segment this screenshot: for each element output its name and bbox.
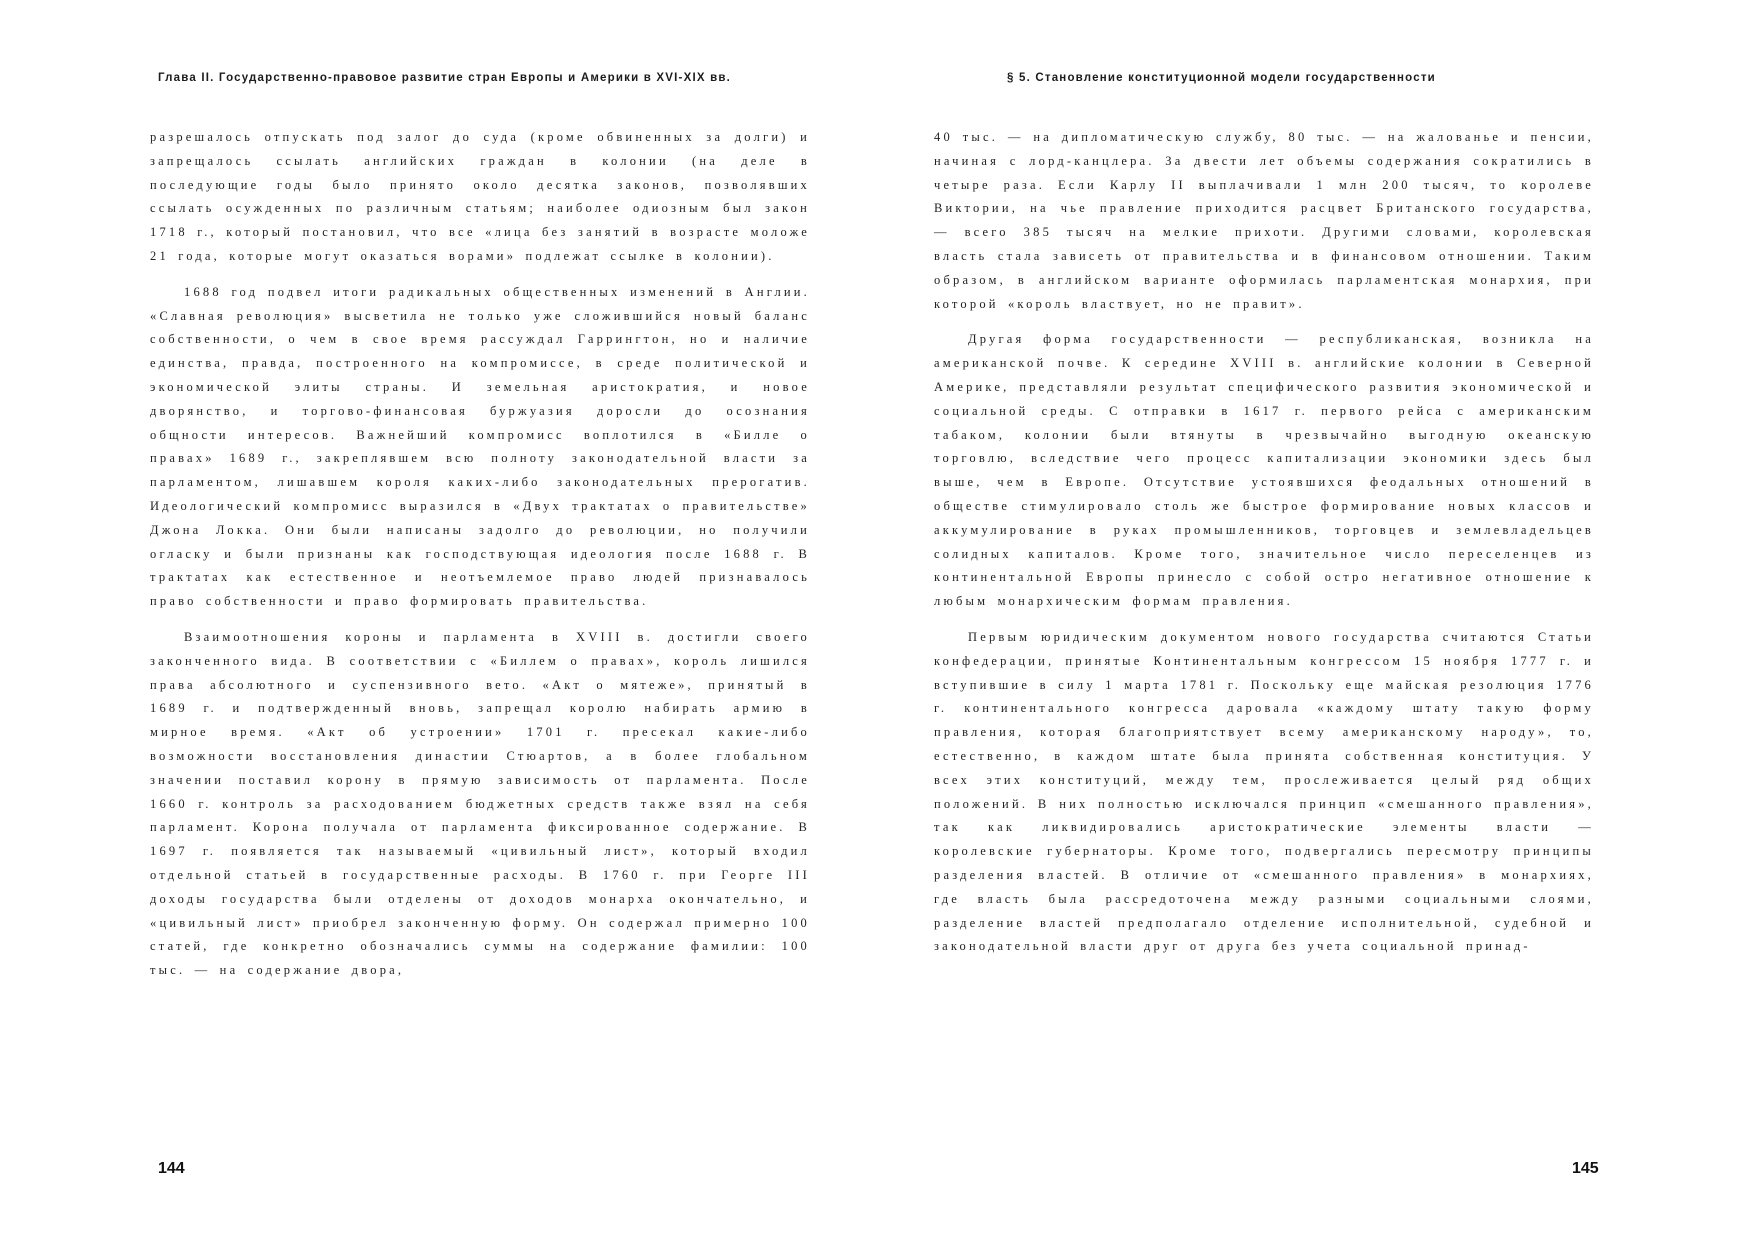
left-paragraph-2: 1688 год подвел итоги радикальных общественных изменений в Англии. «Славная революция» высветила не только уже сложившийся новый баланс собственности, о чем в свое время рассуждал Гаррингтон, но и наличие единства, правда, построенного на компромиссе, в среде политической и экономической элиты страны. И земельная аристократия, и новое дворянство, и торгово-финансовая буржуазия доросли до осознания общности интересов. Важнейший компромисс воплотился в «Билле о правах» 1689 г., закреплявшем всю полноту законодательной власти за парламентом, лишавшем короля каких-либо законодательных прерогатив. Идеологический компромисс выразился в «Двух трактатах о правительстве» Джона Локка. Они были написаны задолго до революции, но получили огласку и были признаны как господствующая идеология после 1688 г. В трактатах как естественное и неотъемлемое право людей признавалось право собственности и право формировать правительства. <box>150 284 810 609</box>
running-head-right: § 5. Становление конституционной модели государственности <box>1007 72 1436 84</box>
page-number-left: 144 <box>158 1160 185 1177</box>
left-page-body <box>150 126 810 995</box>
left-paragraph-1: разрешалось отпускать под залог до суда (кроме обвиненных за долги) и запрещалось ссылать английских граждан в колонии (на деле в последующие годы было принято около десятка законов, позволявших ссылать осужденных по различным статьям; наиболее одиозным был закон 1718 г., который постановил, что все «лица без занятий в возрасте моложе 21 года, которые могут оказаться ворами» подлежат ссылке в колонии). <box>150 130 810 263</box>
right-page <box>877 0 1754 1239</box>
right-page-body <box>934 126 1594 971</box>
left-paragraph-3: Взаимоотношения короны и парламента в XVIII в. достигли своего законченного вида. В соответствии с «Биллем о правах», король лишился права абсолютного и суспензивного вето. «Акт о мятеже», принятый в 1689 г. и подтвержденный вновь, запрещал королю набирать армию в мирное время. «Акт об устроении» 1701 г. пресекал какие-либо возможности восстановления династии Стюартов, а в более глобальном значении поставил корону в прямую зависимость от парламента. После 1660 г. контроль за расходованием бюджетных средств также взял на себя парламент. Корона получала от парламента фиксированное содержание. В 1697 г. появляется так называемый «цивильный лист», который входил отдельной статьей в государственные расходы. В 1760 г. при Георге III доходы государства были отделены от доходов монарха окончательно, и «цивильный лист» приобрел законченную форму. Он содержал примерно 100 статей, где конкретно обозначались суммы на содержание фамилии: 100 тыс. — на содержание двора, <box>150 629 810 978</box>
page-number-right: 145 <box>1572 1160 1599 1177</box>
running-head-left: Глава II. Государственно-правовое развитие стран Европы и Америки в XVI-XIX вв. <box>158 72 732 84</box>
right-paragraph-3: Первым юридическим документом нового государства считаются Статьи конфедерации, принятые Континентальным конгрессом 15 ноября 1777 г. и вступившие в силу 1 марта 1781 г. Поскольку еще майская резолюция 1776 г. континентального конгресса даровала «каждому штату такую форму правления, которая благоприятствует всему американскому народу», то, естественно, в каждом штате была принята собственная конституция. У всех этих конституций, между тем, прослеживается целый ряд общих положений. В них полностью исключался принцип «смешанного правления», так как ликвидировались аристократические элементы власти — королевские губернаторы. Кроме того, подвергались пересмотру принципы разделения властей. В отличие от «смешанного правления» в монархиях, где власть была рассредоточена между разными социальными слоями, разделение властей предполагало отделение исполнительной, судебной и законодательной власти друг от друга без учета социальной принад- <box>934 629 1594 954</box>
right-paragraph-2: Другая форма государственности — республиканская, возникла на американской почве. К середине XVIII в. английские колонии в Северной Америке, представляли результат специфического развития экономической и социальной среды. С отправки в 1617 г. первого рейса с американским табаком, колонии были втянуты в чрезвычайно выгодную океанскую торговлю, вследствие чего процесс капитализации экономики здесь был выше, чем в Европе. Отсутствие устоявшихся феодальных отношений в обществе стимулировало столь же быстрое формирование новых классов и аккумулирование в руках промышленников, торговцев и землевладельцев солидных капиталов. Кроме того, значительное число переселенцев из континентальной Европы принесло с собой остро негативное отношение к любым монархическим формам правления. <box>934 332 1594 609</box>
right-paragraph-1: 40 тыс. — на дипломатическую службу, 80 тыс. — на жалованье и пенсии, начиная с лорд-канцлера. За двести лет объемы содержания сократились в четыре раза. Если Карлу II выплачивали 1 млн 200 тысяч, то королеве Виктории, на чье правление приходится расцвет Британского государства, — всего 385 тысяч на мелкие прихоти. Другими словами, королевская власть стала зависеть от правительства и в финансовом отношении. Таким образом, в английском варианте оформилась парламентская монархия, при которой «король властвует, но не правит». <box>934 130 1594 311</box>
